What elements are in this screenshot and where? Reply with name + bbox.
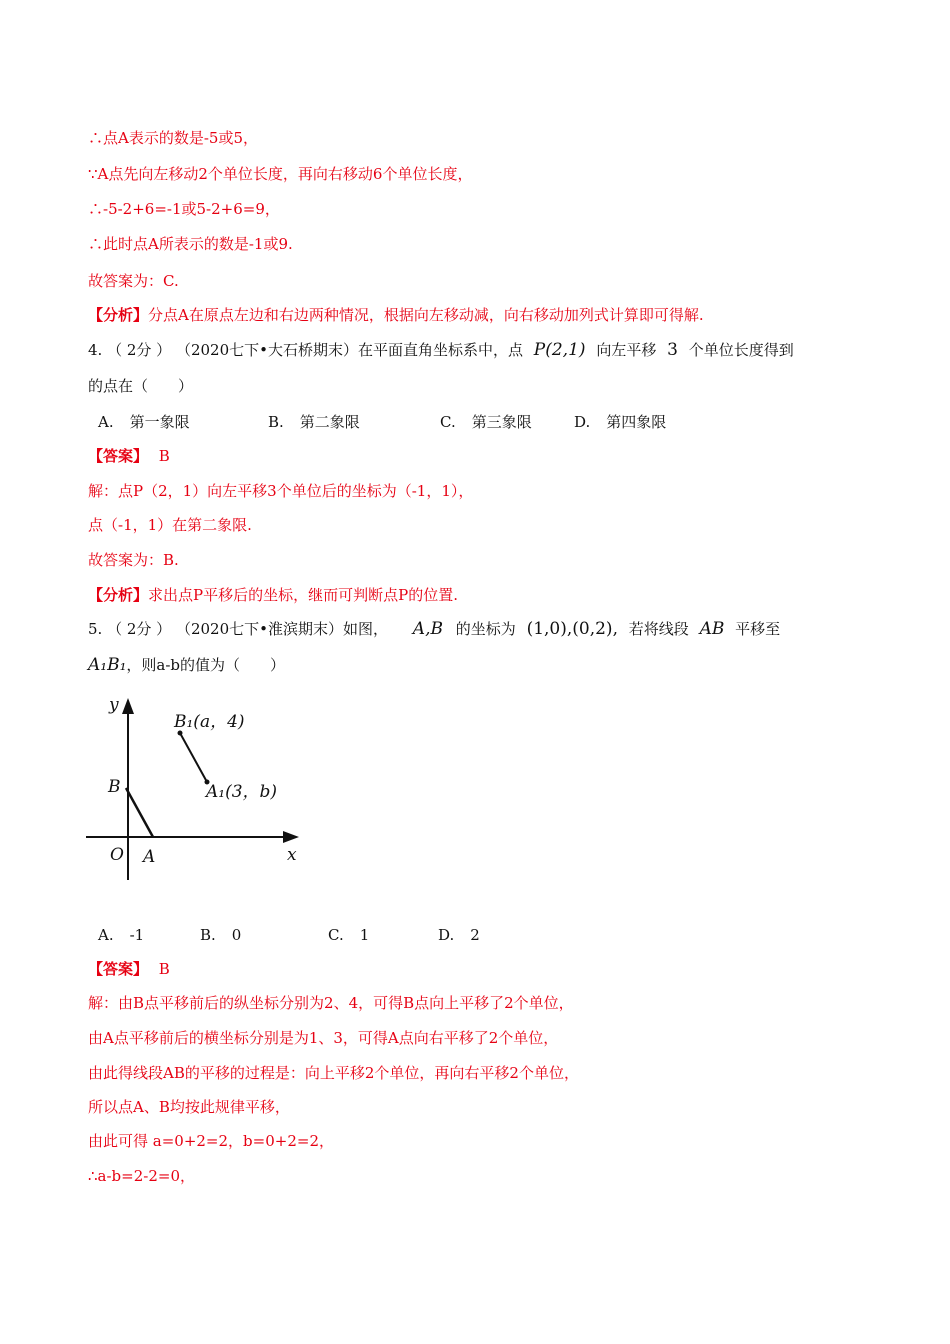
q5-solution-line-3: 由此得线段AB的平移的过程是：向上平移2个单位，再向右平移2个单位，: [88, 1064, 579, 1082]
q3-solution-line-3: ∴-5-2+6=-1或5-2+6=9，: [88, 200, 280, 218]
q4-answer: [88, 446, 170, 466]
q4-points: （ 2分 ）: [107, 341, 172, 359]
q5-solution-line-5: 由此可得 a=0+2=2，b=0+2=2，: [88, 1132, 334, 1150]
q4-analysis: [88, 585, 458, 605]
option-text: -1: [129, 926, 145, 944]
option-key: B.: [268, 413, 284, 431]
analysis-text: 求出点P平移后的坐标，继而可判断点P的位置.: [148, 586, 458, 604]
q5-segment-new: A₁B₁: [88, 655, 127, 675]
q5-stem-b: 的坐标为: [455, 620, 516, 638]
q4-option-d[interactable]: [574, 412, 666, 432]
x-axis-arrow: [283, 831, 299, 843]
q5-solution-line-2: 由A点平移前后的横坐标分别是为1、3，可得A点向右平移了2个单位，: [88, 1029, 559, 1047]
q3-analysis: [88, 305, 704, 325]
q5-stem-a: 如图，: [343, 620, 389, 638]
analysis-tag: 【分析】: [88, 586, 149, 604]
q5-number: 5.: [88, 620, 103, 638]
q4-stem-b: 向左平移: [596, 341, 657, 359]
option-key: A.: [98, 413, 114, 431]
option-text: 第一象限: [129, 413, 190, 431]
label-a: A: [143, 847, 156, 867]
q5-solution-line-6: ∴a-b=2-2=0，: [88, 1167, 195, 1185]
option-text: 第二象限: [299, 413, 360, 431]
q3-solution-line-4: ∴此时点A所表示的数是-1或9.: [88, 235, 293, 253]
answer-value: B: [158, 960, 170, 978]
q4-option-c[interactable]: [440, 412, 532, 432]
answer-tag: 【答案】: [88, 960, 149, 978]
q5-stem: [88, 619, 780, 639]
q5-source: （2020七下•淮滨期末）: [175, 620, 343, 638]
q5-solution-line-4: 所以点A、B均按此规律平移，: [88, 1098, 290, 1116]
option-key: B.: [200, 926, 216, 944]
q5-option-a[interactable]: [98, 925, 144, 945]
q5-points: （ 2分 ）: [107, 620, 172, 638]
q5-solution-line-1: 解：由B点平移前后的纵坐标分别为2、4，可得B点向上平移了2个单位，: [88, 994, 574, 1012]
q4-stem-a: 在平面直角坐标系中，点: [358, 341, 524, 359]
y-axis-arrow: [122, 698, 134, 714]
q4-solution-line-2: 点（-1，1）在第二象限.: [88, 516, 252, 534]
q5-option-c[interactable]: [328, 925, 369, 945]
label-x: x: [287, 845, 297, 865]
q5-stem-e: ，则a-b的值为（ ）: [126, 656, 286, 674]
option-text: 1: [359, 926, 370, 944]
option-text: 第四象限: [606, 413, 667, 431]
label-b: B: [108, 777, 121, 797]
analysis-tag: 【分析】: [88, 306, 149, 324]
analysis-text: 分点A在原点左边和右边两种情况，根据向左移动减，向右移动加列式计算即可得解.: [148, 306, 704, 324]
label-o: O: [110, 845, 124, 865]
q5-coords: (1,0),(0,2),: [526, 619, 618, 639]
q4-solution-line-1: 解：点P（2，1）向左平移3个单位后的坐标为（-1，1），: [88, 482, 474, 500]
label-a1: A₁(3，b): [206, 782, 278, 802]
segment-a1b1: [180, 733, 207, 782]
option-key: D.: [438, 926, 455, 944]
option-key: C.: [328, 926, 344, 944]
q3-solution-line-1: ∴点A表示的数是-5或5，: [88, 129, 258, 147]
q4-source: （2020七下•大石桥期末）: [175, 341, 358, 359]
q5-option-d[interactable]: [438, 925, 480, 945]
q4-number: 4.: [88, 341, 103, 359]
q5-answer: [88, 959, 170, 979]
q4-point: P(2,1): [533, 340, 586, 360]
answer-value: B: [158, 447, 170, 465]
q5-segment: AB: [699, 619, 725, 639]
q4-conclusion: 故答案为：B.: [88, 551, 179, 569]
q5-figure: [86, 690, 316, 890]
label-y: y: [109, 695, 119, 715]
q5-points-ab: A,B: [412, 619, 443, 639]
q5-stem-d: 平移至: [735, 620, 781, 638]
q4-stem: [88, 340, 794, 360]
q3-conclusion: 故答案为：C.: [88, 272, 179, 290]
q5-option-b[interactable]: [200, 925, 241, 945]
q4-option-b[interactable]: [268, 412, 360, 432]
option-key: D.: [574, 413, 591, 431]
label-b1: B₁(a，4): [174, 712, 245, 732]
q3-solution-line-2: ∵A点先向左移动2个单位长度，再向右移动6个单位长度，: [88, 165, 473, 183]
q4-option-a[interactable]: [98, 412, 190, 432]
segment-ab: [126, 788, 153, 837]
option-text: 第三象限: [471, 413, 532, 431]
option-text: 0: [231, 926, 242, 944]
q5-stem-line-2: [88, 655, 285, 675]
q4-stem-line-2: 的点在（ ）: [88, 377, 194, 395]
q5-stem-c: 若将线段: [628, 620, 689, 638]
option-text: 2: [470, 926, 480, 944]
answer-tag: 【答案】: [88, 447, 149, 465]
q4-shift: 3: [667, 340, 678, 360]
option-key: A.: [98, 926, 114, 944]
q4-stem-c: 个单位长度得到: [688, 341, 794, 359]
option-key: C.: [440, 413, 456, 431]
